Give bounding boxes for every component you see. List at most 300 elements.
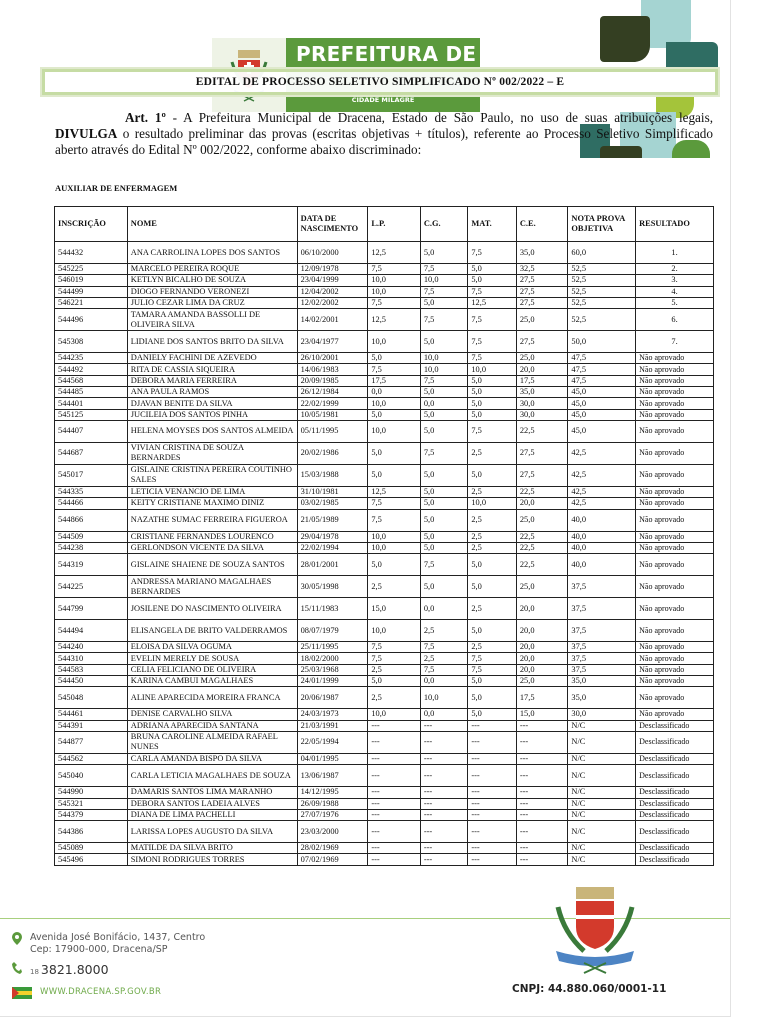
table-cell: 5,0 xyxy=(420,576,468,598)
table-cell: 42,5 xyxy=(568,486,636,497)
table-cell: 545308 xyxy=(55,331,128,353)
table-row xyxy=(55,598,714,620)
table-cell: 15,0 xyxy=(516,709,568,720)
table-cell: ANA PAULA RAMOS xyxy=(127,387,297,398)
table-cell: 27/07/1976 xyxy=(297,809,368,820)
table-cell: --- xyxy=(368,821,421,843)
table-cell: 15,0 xyxy=(368,598,421,620)
table-cell: 21/05/1989 xyxy=(297,509,368,531)
footer-phone xyxy=(12,962,205,977)
table-cell: MATILDE DA SILVA BRITO xyxy=(127,843,297,854)
table-cell: --- xyxy=(368,720,421,731)
table-cell: 7,5 xyxy=(468,353,517,364)
table-cell: 30/05/1998 xyxy=(297,576,368,598)
map-pin-icon xyxy=(12,932,22,945)
table-cell: 544461 xyxy=(55,709,128,720)
table-cell: 28/02/1969 xyxy=(297,843,368,854)
table-cell: 22/02/1999 xyxy=(297,398,368,409)
table-cell: 03/02/1985 xyxy=(297,498,368,509)
table-cell: 5,0 xyxy=(468,687,517,709)
table-row xyxy=(55,387,714,398)
city-flag-icon xyxy=(12,987,32,999)
table-cell: Não aprovado xyxy=(636,442,714,464)
table-cell: 17,5 xyxy=(368,375,421,386)
table-cell: 08/07/1979 xyxy=(297,620,368,642)
table-cell: 7,5 xyxy=(368,297,421,308)
table-cell: 5. xyxy=(636,297,714,308)
table-cell: 5,0 xyxy=(468,709,517,720)
table-cell: Desclassificado xyxy=(636,843,714,854)
table-cell: 10,0 xyxy=(368,275,421,286)
table-cell: DIOGO FERNANDO VERONEZI xyxy=(127,286,297,297)
table-cell: 2,5 xyxy=(468,442,517,464)
table-cell: 14/02/2001 xyxy=(297,309,368,331)
table-cell: 544583 xyxy=(55,664,128,675)
table-cell: 546019 xyxy=(55,275,128,286)
table-row xyxy=(55,843,714,854)
table-cell: 17,5 xyxy=(516,687,568,709)
table-cell: 2. xyxy=(636,264,714,275)
table-cell: 35,0 xyxy=(568,687,636,709)
table-cell: 544225 xyxy=(55,576,128,598)
table-cell: 7,5 xyxy=(420,554,468,576)
table-cell: --- xyxy=(368,843,421,854)
table-cell: --- xyxy=(516,843,568,854)
table-cell: 545089 xyxy=(55,843,128,854)
table-cell: 23/04/1999 xyxy=(297,275,368,286)
table-cell: 30,0 xyxy=(516,398,568,409)
table-row xyxy=(55,309,714,331)
table-cell: KEITY CRISTIANE MAXIMO DINIZ xyxy=(127,498,297,509)
table-cell: --- xyxy=(420,753,468,764)
results-table xyxy=(54,206,714,866)
table-cell: DANIELY FACHINI DE AZEVEDO xyxy=(127,353,297,364)
table-cell: 45,0 xyxy=(568,398,636,409)
table-cell: 544238 xyxy=(55,542,128,553)
table-cell: 12,5 xyxy=(368,242,421,264)
table-cell: 52,5 xyxy=(568,264,636,275)
table-cell: N/C xyxy=(568,821,636,843)
table-cell: 26/10/2001 xyxy=(297,353,368,364)
table-cell: --- xyxy=(368,798,421,809)
table-cell: 06/10/2000 xyxy=(297,242,368,264)
table-cell: 25,0 xyxy=(516,576,568,598)
table-cell: 20/02/1986 xyxy=(297,442,368,464)
table-cell: Não aprovado xyxy=(636,676,714,687)
table-cell: 544432 xyxy=(55,242,128,264)
table-cell: 544877 xyxy=(55,731,128,753)
table-cell: 20,0 xyxy=(516,498,568,509)
table-cell: MARCELO PEREIRA ROQUE xyxy=(127,264,297,275)
column-header: C.G. xyxy=(420,207,468,242)
table-cell: --- xyxy=(468,787,517,798)
table-cell: Não aprovado xyxy=(636,420,714,442)
table-cell: Não aprovado xyxy=(636,353,714,364)
table-cell: 37,5 xyxy=(568,642,636,653)
table-cell: 7,5 xyxy=(420,375,468,386)
table-cell: 5,0 xyxy=(420,297,468,308)
table-cell: 2,5 xyxy=(468,598,517,620)
table-cell: 5,0 xyxy=(468,409,517,420)
table-row xyxy=(55,242,714,264)
table-cell: 27,5 xyxy=(516,464,568,486)
table-cell: 7,5 xyxy=(468,331,517,353)
table-cell: 20,0 xyxy=(516,653,568,664)
table-cell: 15/03/1988 xyxy=(297,464,368,486)
table-cell: 5,0 xyxy=(420,331,468,353)
table-cell: --- xyxy=(368,753,421,764)
logo-subtitle: CIDADE MILAGRE xyxy=(351,96,415,104)
table-cell: 40,0 xyxy=(568,554,636,576)
table-cell: 37,5 xyxy=(568,620,636,642)
table-cell: 40,0 xyxy=(568,542,636,553)
table-cell: --- xyxy=(420,765,468,787)
table-cell: 26/12/1984 xyxy=(297,387,368,398)
table-cell: --- xyxy=(368,787,421,798)
table-row xyxy=(55,498,714,509)
table-cell: Não aprovado xyxy=(636,387,714,398)
table-cell: 22,5 xyxy=(516,486,568,497)
table-cell: 10/05/1981 xyxy=(297,409,368,420)
table-cell: 7,5 xyxy=(368,264,421,275)
table-cell: CRISTIANE FERNANDES LOURENCO xyxy=(127,531,297,542)
table-cell: 45,0 xyxy=(568,387,636,398)
table-cell: 21/03/1991 xyxy=(297,720,368,731)
table-cell: 14/12/1995 xyxy=(297,787,368,798)
table-cell: 7,5 xyxy=(368,509,421,531)
table-cell: ELOISA DA SILVA OGUMA xyxy=(127,642,297,653)
table-cell: 545225 xyxy=(55,264,128,275)
table-row xyxy=(55,264,714,275)
table-cell: 20,0 xyxy=(516,364,568,375)
table-header-row xyxy=(55,207,714,242)
phone-number: 3821.8000 xyxy=(40,962,109,977)
column-header: MAT. xyxy=(468,207,517,242)
table-cell: Não aprovado xyxy=(636,498,714,509)
table-cell: JOSILENE DO NASCIMENTO OLIVEIRA xyxy=(127,598,297,620)
table-cell: SIMONI RODRIGUES TORRES xyxy=(127,854,297,865)
table-cell: --- xyxy=(516,821,568,843)
table-cell: LARISSA LOPES AUGUSTO DA SILVA xyxy=(127,821,297,843)
table-cell: VIVIAN CRISTINA DE SOUZA BERNARDES xyxy=(127,442,297,464)
table-cell: 2,5 xyxy=(368,576,421,598)
table-row xyxy=(55,442,714,464)
table-cell: 544799 xyxy=(55,598,128,620)
table-cell: 30,0 xyxy=(568,709,636,720)
table-cell: 545125 xyxy=(55,409,128,420)
table-cell: DEBORA SANTOS LADEIA ALVES xyxy=(127,798,297,809)
table-cell: 10,0 xyxy=(420,687,468,709)
decorative-shape-teal xyxy=(666,42,718,72)
table-cell: --- xyxy=(516,809,568,820)
table-cell: 5,0 xyxy=(420,542,468,553)
table-cell: 35,0 xyxy=(516,387,568,398)
table-cell: 544235 xyxy=(55,353,128,364)
article-text-2: o resultado preliminar das provas (escritas objetivas + títulos), referente ao Processo Seletivo Simplificado aberto através do Edital Nº 002/2022, conforme abaixo discriminado: xyxy=(55,126,713,157)
table-cell: Não aprovado xyxy=(636,620,714,642)
table-row xyxy=(55,664,714,675)
table-cell: 544379 xyxy=(55,809,128,820)
table-cell: 545048 xyxy=(55,687,128,709)
table-cell: N/C xyxy=(568,843,636,854)
table-cell: 544494 xyxy=(55,620,128,642)
table-cell: --- xyxy=(468,731,517,753)
table-cell: 10,0 xyxy=(368,286,421,297)
table-cell: 5,0 xyxy=(368,353,421,364)
table-cell: Não aprovado xyxy=(636,464,714,486)
table-cell: 546221 xyxy=(55,297,128,308)
table-cell: CELIA FELICIANO DE OLIVEIRA xyxy=(127,664,297,675)
table-cell: --- xyxy=(420,809,468,820)
table-cell: 45,0 xyxy=(568,409,636,420)
table-cell: 5,0 xyxy=(468,264,517,275)
table-cell: 07/02/1969 xyxy=(297,854,368,865)
table-cell: 12/09/1978 xyxy=(297,264,368,275)
table-cell: 5,0 xyxy=(368,409,421,420)
table-cell: Não aprovado xyxy=(636,486,714,497)
table-cell: 544499 xyxy=(55,286,128,297)
edital-title: EDITAL DE PROCESSO SELETIVO SIMPLIFICADO Nº 002/2022 – E xyxy=(195,76,565,88)
table-cell: 15/11/1983 xyxy=(297,598,368,620)
table-cell: Não aprovado xyxy=(636,709,714,720)
table-cell: N/C xyxy=(568,854,636,865)
table-cell: 544407 xyxy=(55,420,128,442)
table-row xyxy=(55,765,714,787)
table-cell: 5,0 xyxy=(368,442,421,464)
table-cell: 5,0 xyxy=(468,398,517,409)
table-row xyxy=(55,821,714,843)
table-cell: ELISANGELA DE BRITO VALDERRAMOS xyxy=(127,620,297,642)
table-cell: 7,5 xyxy=(420,286,468,297)
table-cell: 23/03/2000 xyxy=(297,821,368,843)
table-cell: 5,0 xyxy=(468,676,517,687)
table-row xyxy=(55,486,714,497)
table-row xyxy=(55,753,714,764)
table-cell: 10,0 xyxy=(368,331,421,353)
table-cell: 22/05/1994 xyxy=(297,731,368,753)
column-header: RESULTADO xyxy=(636,207,714,242)
table-cell: GISLAINE CRISTINA PEREIRA COUTINHO SALES xyxy=(127,464,297,486)
table-cell: --- xyxy=(516,720,568,731)
table-cell: 5,0 xyxy=(468,620,517,642)
table-cell: 544466 xyxy=(55,498,128,509)
table-cell: 10,0 xyxy=(368,531,421,542)
table-row xyxy=(55,398,714,409)
table-cell: --- xyxy=(420,843,468,854)
table-cell: 7,5 xyxy=(368,364,421,375)
table-cell: Não aprovado xyxy=(636,554,714,576)
table-cell: --- xyxy=(468,798,517,809)
table-cell: --- xyxy=(420,731,468,753)
table-cell: --- xyxy=(468,854,517,865)
table-cell: 7,5 xyxy=(420,664,468,675)
table-cell: 47,5 xyxy=(568,375,636,386)
table-row xyxy=(55,809,714,820)
table-cell: 5,0 xyxy=(468,464,517,486)
table-cell: N/C xyxy=(568,753,636,764)
table-cell: 4. xyxy=(636,286,714,297)
table-cell: GERLONDSON VICENTE DA SILVA xyxy=(127,542,297,553)
table-cell: 0,0 xyxy=(420,398,468,409)
website-link[interactable]: WWW.DRACENA.SP.GOV.BR xyxy=(40,987,162,997)
table-row xyxy=(55,798,714,809)
table-cell: 37,5 xyxy=(568,664,636,675)
table-cell: --- xyxy=(516,765,568,787)
table-cell: 7,5 xyxy=(468,242,517,264)
table-cell: 7,5 xyxy=(420,309,468,331)
table-cell: --- xyxy=(468,821,517,843)
table-cell: 27,5 xyxy=(516,275,568,286)
table-cell: 544386 xyxy=(55,821,128,843)
table-cell: 5,0 xyxy=(368,464,421,486)
table-cell: 26/09/1988 xyxy=(297,798,368,809)
table-cell: 12/04/2002 xyxy=(297,286,368,297)
table-cell: 0,0 xyxy=(420,598,468,620)
table-cell: Desclassificado xyxy=(636,798,714,809)
table-cell: 24/01/1999 xyxy=(297,676,368,687)
table-cell: GISLAINE SHAIENE DE SOUZA SANTOS xyxy=(127,554,297,576)
table-row xyxy=(55,576,714,598)
table-cell: N/C xyxy=(568,798,636,809)
table-row xyxy=(55,687,714,709)
table-row xyxy=(55,620,714,642)
table-cell: 60,0 xyxy=(568,242,636,264)
table-cell: N/C xyxy=(568,731,636,753)
table-cell: --- xyxy=(368,765,421,787)
table-cell: 544496 xyxy=(55,309,128,331)
table-cell: 18/02/2000 xyxy=(297,653,368,664)
table-cell: --- xyxy=(516,854,568,865)
table-cell: 22,5 xyxy=(516,554,568,576)
edital-title-banner xyxy=(42,69,718,95)
table-cell: --- xyxy=(420,798,468,809)
table-cell: 12,5 xyxy=(368,486,421,497)
table-cell: DENISE CARVALHO SILVA xyxy=(127,709,297,720)
table-cell: 544568 xyxy=(55,375,128,386)
table-cell: 5,0 xyxy=(468,387,517,398)
table-cell: TAMARA AMANDA BASSOLLI DE OLIVEIRA SILVA xyxy=(127,309,297,331)
table-cell: 7,5 xyxy=(468,664,517,675)
table-cell: 37,5 xyxy=(568,598,636,620)
table-cell: 5,0 xyxy=(420,509,468,531)
table-cell: 20,0 xyxy=(516,620,568,642)
table-cell: Desclassificado xyxy=(636,720,714,731)
table-cell: RITA DE CASSIA SIQUEIRA xyxy=(127,364,297,375)
table-cell: N/C xyxy=(568,787,636,798)
table-cell: 32,5 xyxy=(516,264,568,275)
table-cell: CARLA LETICIA MAGALHAES DE SOUZA xyxy=(127,765,297,787)
table-cell: HELENA MOYSES DOS SANTOS ALMEIDA xyxy=(127,420,297,442)
table-cell: NAZATHE SUMAC FERREIRA FIGUEROA xyxy=(127,509,297,531)
table-cell: 10,0 xyxy=(368,709,421,720)
table-row xyxy=(55,787,714,798)
table-cell: --- xyxy=(468,843,517,854)
table-cell: 35,0 xyxy=(516,242,568,264)
table-row xyxy=(55,286,714,297)
phone-icon xyxy=(12,962,22,974)
table-row xyxy=(55,509,714,531)
table-cell: 12,5 xyxy=(468,297,517,308)
table-cell: LIDIANE DOS SANTOS BRITO DA SILVA xyxy=(127,331,297,353)
table-cell: 40,0 xyxy=(568,509,636,531)
table-cell: 10,0 xyxy=(368,620,421,642)
table-cell: 20,0 xyxy=(516,598,568,620)
table-cell: 22/02/1994 xyxy=(297,542,368,553)
table-cell: 544492 xyxy=(55,364,128,375)
cnpj-text: CNPJ: 44.880.060/0001-11 xyxy=(512,983,667,995)
table-cell: BRUNA CAROLINE ALMEIDA RAFAEL NUNES xyxy=(127,731,297,753)
footer-contact xyxy=(12,932,205,999)
table-cell: 3. xyxy=(636,275,714,286)
table-cell: Não aprovado xyxy=(636,409,714,420)
table-cell: Não aprovado xyxy=(636,398,714,409)
table-cell: 545040 xyxy=(55,765,128,787)
table-row xyxy=(55,275,714,286)
table-cell: 20/06/1987 xyxy=(297,687,368,709)
table-cell: EVELIN MERELY DE SOUSA xyxy=(127,653,297,664)
column-header: L.P. xyxy=(368,207,421,242)
table-cell: CARLA AMANDA BISPO DA SILVA xyxy=(127,753,297,764)
table-cell: --- xyxy=(468,765,517,787)
table-cell: 2,5 xyxy=(468,509,517,531)
table-cell: 22,5 xyxy=(516,531,568,542)
table-row xyxy=(55,353,714,364)
table-cell: 22,5 xyxy=(516,542,568,553)
table-cell: 17,5 xyxy=(516,375,568,386)
table-cell: N/C xyxy=(568,765,636,787)
table-cell: 13/06/1987 xyxy=(297,765,368,787)
table-row xyxy=(55,542,714,553)
table-cell: --- xyxy=(516,787,568,798)
table-cell: 35,0 xyxy=(568,676,636,687)
table-cell: 30,0 xyxy=(516,409,568,420)
table-cell: 544391 xyxy=(55,720,128,731)
table-cell: 5,0 xyxy=(468,375,517,386)
article-text-1: - A Prefeitura Municipal de Dracena, Estado de São Paulo, no uso de suas atribuições legais, xyxy=(165,110,714,125)
table-cell: 7. xyxy=(636,331,714,353)
table-cell: Não aprovado xyxy=(636,653,714,664)
table-cell: 52,5 xyxy=(568,297,636,308)
table-cell: DEBORA MARIA FERREIRA xyxy=(127,375,297,386)
table-cell: ANDRESSA MARIANO MAGALHAES BERNARDES xyxy=(127,576,297,598)
table-cell: --- xyxy=(516,798,568,809)
table-row xyxy=(55,531,714,542)
table-row xyxy=(55,731,714,753)
table-cell: 05/11/1995 xyxy=(297,420,368,442)
address-line-1: Avenida José Bonifácio, 1437, Centro xyxy=(30,932,206,943)
table-cell: Não aprovado xyxy=(636,542,714,553)
table-cell: 7,5 xyxy=(468,653,517,664)
table-cell: 544240 xyxy=(55,642,128,653)
table-cell: 6. xyxy=(636,309,714,331)
table-cell: 2,5 xyxy=(468,486,517,497)
table-cell: 10,0 xyxy=(420,364,468,375)
article-paragraph xyxy=(55,110,713,158)
table-cell: 1. xyxy=(636,242,714,264)
table-cell: 52,5 xyxy=(568,286,636,297)
table-cell: 544450 xyxy=(55,676,128,687)
column-header: INSCRIÇÃO xyxy=(55,207,128,242)
table-cell: 04/01/1995 xyxy=(297,753,368,764)
table-cell: 12/02/2002 xyxy=(297,297,368,308)
table-cell: 2,5 xyxy=(420,620,468,642)
table-cell: 37,5 xyxy=(568,576,636,598)
column-header: C.E. xyxy=(516,207,568,242)
table-cell: --- xyxy=(368,809,421,820)
table-cell: 20,0 xyxy=(516,642,568,653)
table-cell: 2,5 xyxy=(368,687,421,709)
table-cell: 45,0 xyxy=(568,420,636,442)
